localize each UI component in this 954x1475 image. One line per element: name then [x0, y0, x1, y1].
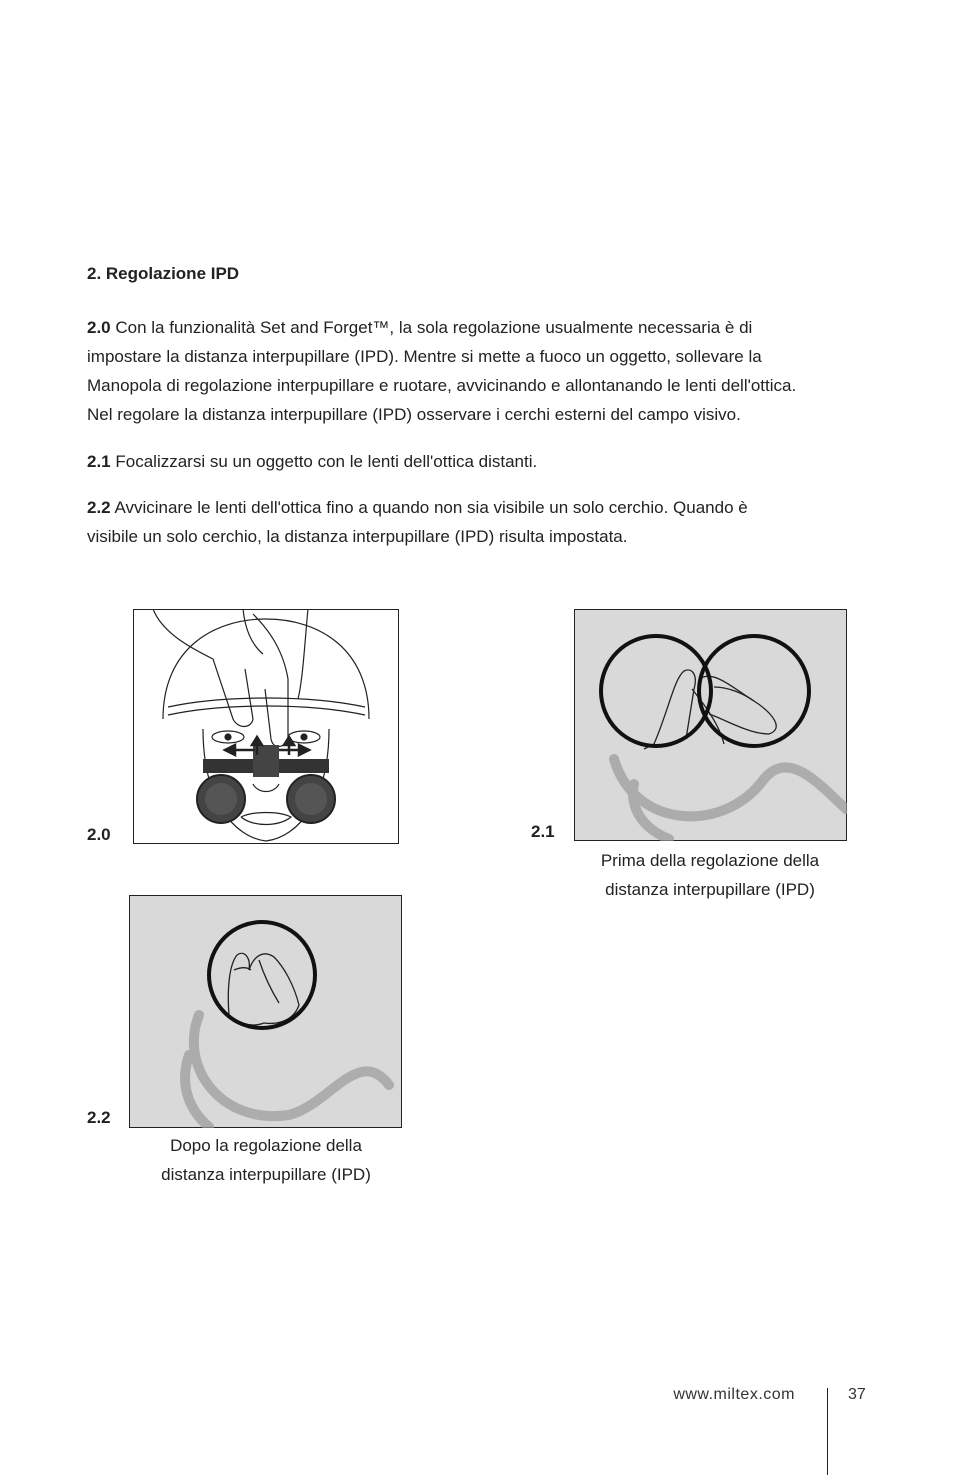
paragraph-line: Nel regolare la distanza interpupillare (IPD) osservare i cerchi esterni del campo visivo.: [87, 405, 741, 424]
section-heading: 2. Regolazione IPD: [87, 264, 240, 283]
footer-divider: [827, 1388, 828, 1475]
paragraph-line: visibile un solo cerchio, la distanza interpupillare (IPD) risulta impostata.: [87, 527, 628, 546]
caption-line: distanza interpupillare (IPD): [161, 1165, 371, 1184]
paragraph-number: 2.1: [87, 452, 111, 471]
figure-number: 2.0: [87, 825, 111, 844]
paragraph-line: impostare la distanza interpupillare (IPD). Mentre si mette a fuoco un oggetto, sollevare la: [87, 347, 762, 366]
figure-number: 2.1: [531, 822, 555, 841]
paragraph-line: Manopola di regolazione interpupillare e ruotare, avvicinando e allontanando le lenti dell'ottica.: [87, 376, 797, 395]
paragraph-line: Avvicinare le lenti dell'ottica fino a quando non sia visibile un solo cerchio. Quando è: [114, 498, 748, 517]
figure-before-adjustment: [574, 609, 847, 841]
footer-website-url: www.miltex.com: [673, 1386, 795, 1403]
figure-ipd-knob-illustration: [133, 609, 399, 844]
figure-caption: [116, 1131, 416, 1189]
figure-after-adjustment: [129, 895, 402, 1128]
page-number: 37: [848, 1386, 866, 1403]
paragraph-number: 2.2: [87, 498, 111, 517]
paragraph-number: 2.0: [87, 318, 111, 337]
paragraph-2-1: [87, 447, 887, 476]
caption-line: Dopo la regolazione della: [170, 1136, 362, 1155]
figure-number: 2.2: [87, 1108, 111, 1127]
caption-line: distanza interpupillare (IPD): [605, 880, 815, 899]
caption-line: Prima della regolazione della: [600, 851, 820, 870]
paragraph-line: Focalizzarsi su un oggetto con le lenti dell'ottica distanti.: [115, 452, 538, 471]
paragraph-2-0: [87, 313, 887, 429]
paragraph-line: Con la funzionalità Set and Forget™, la sola regolazione usualmente necessaria è di: [115, 318, 753, 337]
figure-caption: [560, 846, 860, 904]
paragraph-2-2: [87, 493, 887, 551]
